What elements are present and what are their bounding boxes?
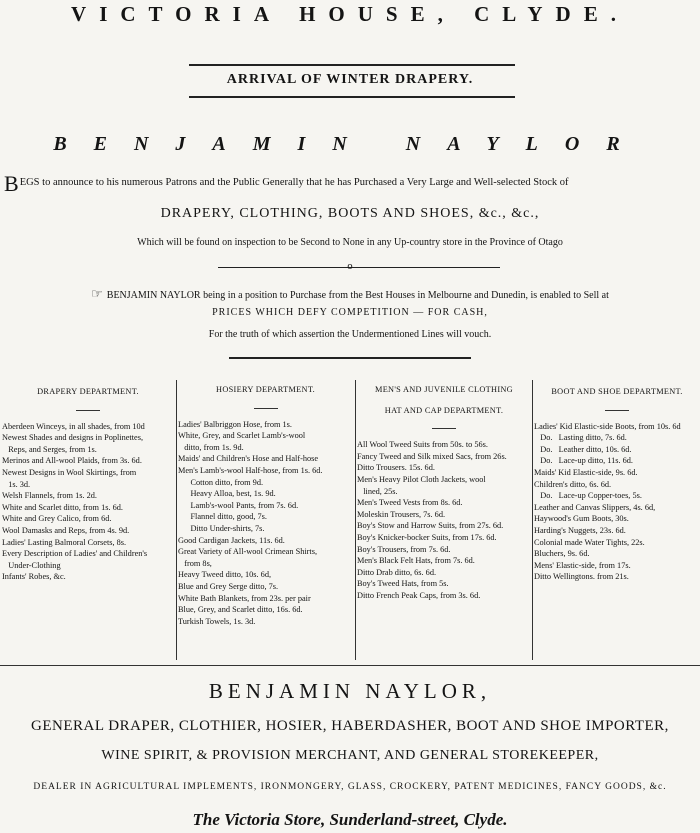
column-divider (532, 380, 533, 660)
column-divider (355, 380, 356, 660)
list-item: Bluchers, 9s. 6d. (534, 549, 590, 559)
list-item: Men's Heavy Pilot Cloth Jackets, wool (357, 474, 486, 484)
list-item: Maids' and Children's Hose and Half-hose (178, 454, 319, 464)
list-item: Moleskin Trousers, 7s. 6d. (357, 509, 446, 519)
hosiery-column (178, 384, 353, 627)
list-item: Do. Lasting ditto, 7s. 6d. (534, 433, 627, 443)
list-item: Turkish Towels, 1s. 3d. (178, 616, 256, 626)
list-item: Men's Tweed Vests from 8s. 6d. (357, 498, 463, 508)
list-item: Infants' Robes, &c. (2, 572, 66, 582)
position-line (0, 286, 700, 302)
footer-merchant-line: WINE SPIRIT, & PROVISION MERCHANT, AND GENERAL STOREKEEPER, (101, 748, 599, 763)
store-address: The Victoria Store, Sunderland-street, Clyde. (192, 810, 508, 829)
heading-rule (254, 408, 278, 409)
department-heading: HAT AND CAP DEPARTMENT. (384, 405, 504, 415)
list-item: Heavy Tweed ditto, 10s. 6d, (178, 570, 272, 580)
list-item: Maids' Kid Elastic-side, 9s. 6d. (534, 467, 638, 477)
list-item: White and Grey Calico, from 6d. (2, 514, 112, 524)
list-item: Reps, and Serges, from 1s. (2, 444, 97, 454)
goods-heading: DRAPERY, CLOTHING, BOOTS AND SHOES, &c., &c., (160, 206, 540, 221)
list-item: Heavy Alloa, best, 1s. 9d. (178, 489, 276, 499)
list-item: Ditto Drab ditto, 6s. 6d. (357, 567, 437, 577)
list-item: Fancy Tweed and Silk mixed Sacs, from 26s. (357, 451, 507, 461)
list-item: Harding's Nuggets, 23s. 6d. (534, 525, 626, 535)
list-item: Men's Black Felt Hats, from 7s. 6d. (357, 556, 475, 566)
list-item: lined, 25s. (357, 486, 398, 496)
list-item: Ditto Trousers. 15s. 6d. (357, 463, 435, 473)
drapery-column (2, 386, 174, 583)
list-item: Boy's Trousers, from 7s. 6d. (357, 544, 451, 554)
list-item: White, Grey, and Scarlet Lamb's-wool (178, 431, 306, 441)
heading-rule (605, 410, 629, 411)
list-item: Flannel ditto, good, 7s. (178, 512, 267, 522)
list-item: Newest Shades and designs in Poplinettes, (2, 433, 144, 443)
list-item: Great Variety of All-wool Crimean Shirts, (178, 547, 318, 557)
department-heading: HOSIERY DEPARTMENT. (216, 385, 315, 394)
list-item: Welsh Flannels, from 1s. 2d. (2, 491, 97, 501)
department-heading: MEN'S AND JUVENILE CLOTHING (375, 385, 513, 394)
clothing-column (357, 384, 531, 602)
list-item: Haywood's Gum Boots, 30s. (534, 514, 629, 524)
list-item: Children's ditto, 6s. 6d. (534, 479, 612, 489)
list-item: 1s. 3d. (2, 479, 31, 489)
footer-trades-line: GENERAL DRAPER, CLOTHIER, HOSIER, HABERDASHER, BOOT AND SHOE IMPORTER, (31, 718, 669, 734)
list-item: Every Description of Ladies' and Children's (2, 549, 148, 559)
list-item: Mens' Elastic-side, from 17s. (534, 560, 631, 570)
section-rule (229, 357, 471, 359)
list-item: Colonial made Water Tights, 22s. (534, 537, 645, 547)
list-item: All Wool Tweed Suits from 50s. to 56s. (357, 440, 488, 450)
pointing-hand-icon: ☞ (91, 286, 103, 301)
footer-rule (0, 665, 700, 666)
list-item: Do. Lace-up ditto, 11s. 6d. (534, 456, 634, 466)
list-item: Lamb's-wool Pants, from 7s. 6d. (178, 500, 299, 510)
list-item: Aberdeen Winceys, in all shades, from 10d (2, 421, 145, 431)
list-item: Boy's Tweed Hats, from 5s. (357, 579, 449, 589)
drop-cap: B (4, 171, 19, 196)
department-heading: DRAPERY DEPARTMENT. (37, 387, 139, 396)
list-item: Ditto Wellingtons. from 21s. (534, 572, 629, 582)
heading-rule (432, 428, 456, 429)
intro-text: EGS to announce to his numerous Patrons and the Public Generally that he has Purchased a Very Large and Well-selected Stock of (19, 177, 569, 188)
list-item: White and Scarlet ditto, from 1s. 6d. (2, 502, 123, 512)
department-heading: BOOT AND SHOE DEPARTMENT. (551, 387, 683, 396)
list-item: Newest Designs in Wool Skirtings, from (2, 467, 137, 477)
list-item: Boy's Knicker-bocker Suits, from 17s. 6d. (357, 532, 497, 542)
list-item: Do. Leather ditto, 10s. 6d. (534, 444, 632, 454)
footer-merchant-name: BENJAMIN NAYLOR, (208, 679, 492, 703)
list-item: Cotton ditto, from 9d. (178, 477, 264, 487)
list-item: ditto, from 1s. 9d. (178, 442, 244, 452)
list-item: Blue and Grey Serge ditto, 7s. (178, 581, 279, 591)
subtitle: ARRIVAL OF WINTER DRAPERY. (226, 72, 474, 87)
prices-line: PRICES WHICH DEFY COMPETITION — FOR CASH, (212, 307, 488, 318)
list-item: Do. Lace-up Copper-toes, 5s. (534, 491, 642, 501)
page-title: VICTORIA HOUSE, CLYDE. (71, 2, 629, 26)
list-item: Men's Lamb's-wool Half-hose, from 1s. 6d. (178, 465, 323, 475)
list-item: from 8s, (178, 558, 212, 568)
list-item: Ladies' Lasting Balmoral Corsets, 8s. (2, 537, 127, 547)
inspection-line: Which will be found on inspection to be Second to None in any Up-country store in the Province of Otago (137, 237, 563, 248)
list-item: Ladies' Balbriggon Hose, from 1s. (178, 419, 292, 429)
list-item: Under-Clothing (2, 560, 61, 570)
boot-shoe-column (534, 386, 700, 583)
list-item: Ditto Under-shirts, 7s. (178, 523, 265, 533)
list-item: Leather and Canvas Slippers, 4s. 6d, (534, 502, 656, 512)
heading-rule (76, 410, 100, 411)
ornament-mark: o (347, 262, 353, 272)
list-item: Wool Damasks and Reps, from 4s. 9d. (2, 525, 130, 535)
list-item: Blue, Grey, and Scarlet ditto, 16s. 6d. (178, 605, 303, 615)
list-item: Ladies' Kid Elastic-side Boots, from 10s. 6d (534, 421, 681, 431)
list-item: Merinos and All-wool Plaids, from 3s. 6d. (2, 456, 142, 466)
intro-paragraph (0, 171, 700, 196)
list-item: Ditto French Peak Caps, from 3s. 6d. (357, 590, 481, 600)
list-item: White Bath Blankets, from 23s. per pair (178, 593, 311, 603)
truth-line: For the truth of which assertion the Undermentioned Lines will vouch. (208, 329, 492, 340)
position-text: BENJAMIN NAYLOR being in a position to Purchase from the Best Houses in Melbourne and Dunedin, is enabled to Sell at (106, 290, 609, 301)
list-item: Good Cardigan Jackets, 11s. 6d. (178, 535, 285, 545)
list-item: Boy's Stow and Harrow Suits, from 27s. 6d. (357, 521, 504, 531)
merchant-name-heading: BENJAMIN NAYLOR (53, 133, 647, 155)
footer-dealer-line: DEALER IN AGRICULTURAL IMPLEMENTS, IRONMONGERY, GLASS, CROCKERY, PATENT MEDICINES, FANCY GOODS, &c. (33, 782, 667, 792)
column-divider (176, 380, 177, 660)
